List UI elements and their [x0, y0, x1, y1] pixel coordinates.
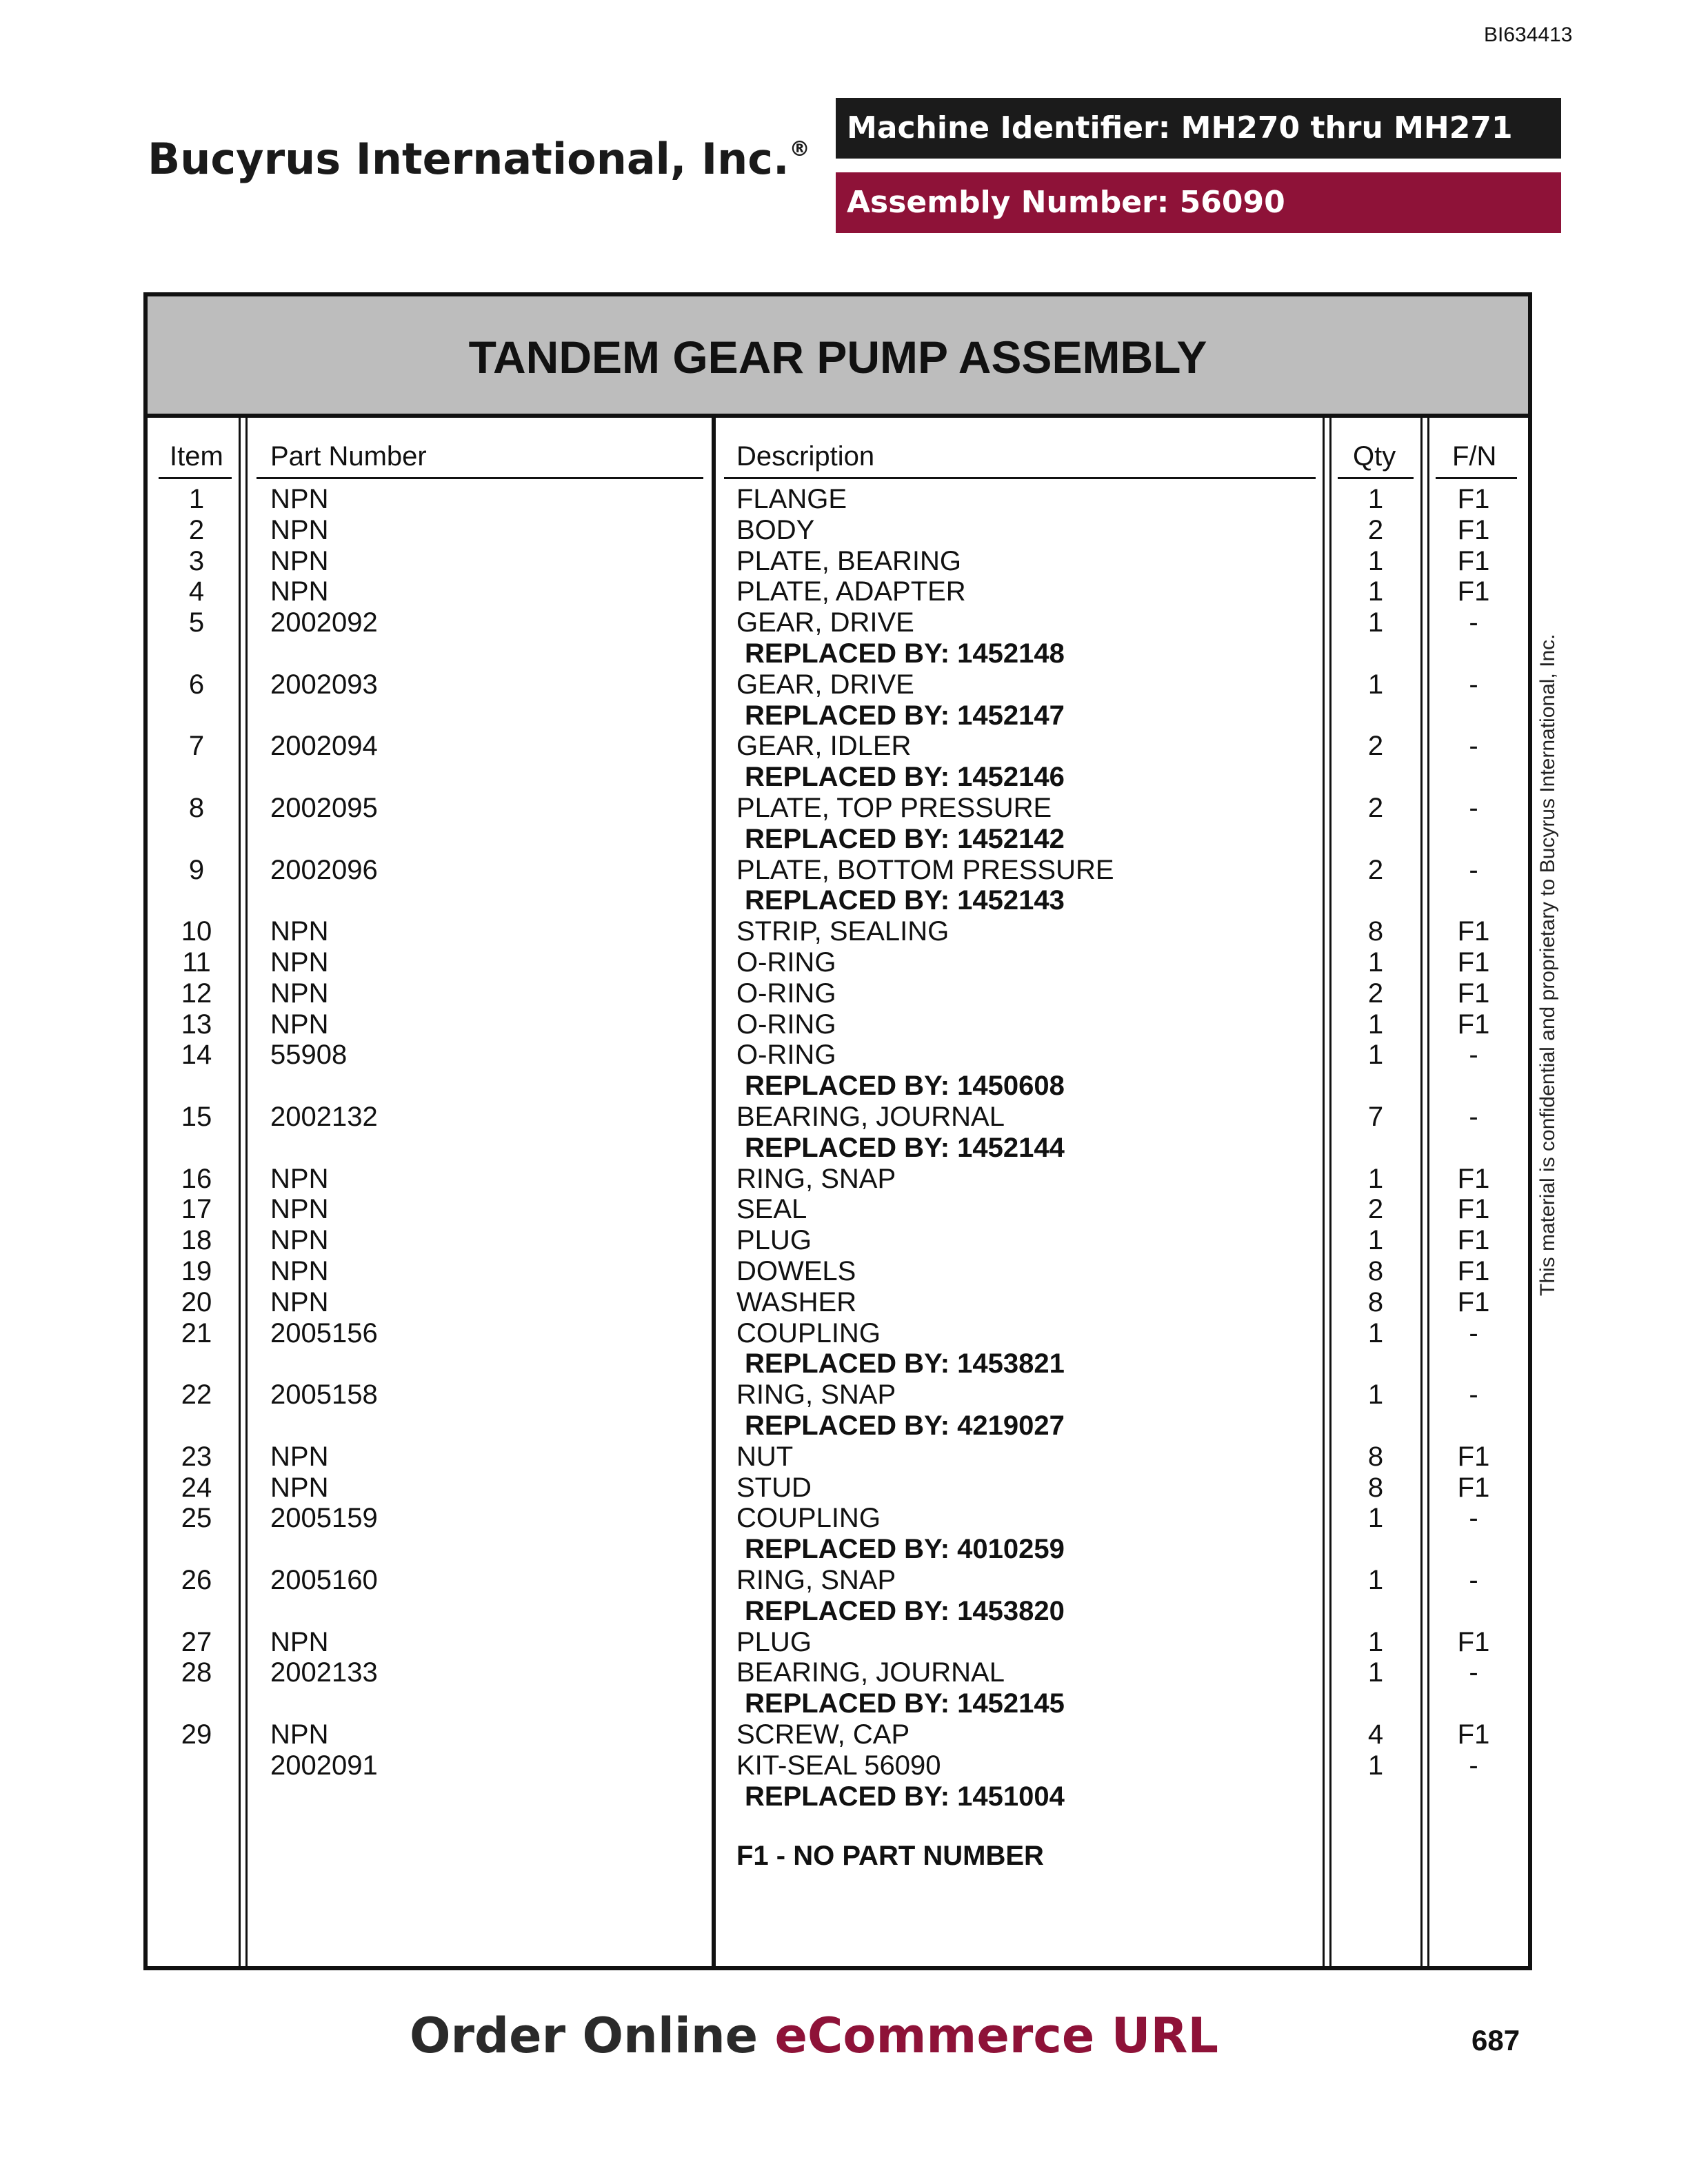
row-part-number: NPN: [270, 1441, 329, 1472]
row-qty: 1: [1367, 1503, 1384, 1534]
row-fn: -: [1469, 1379, 1478, 1410]
assembly-title: TANDEM GEAR PUMP ASSEMBLY: [148, 296, 1528, 418]
row-part-number: NPN: [270, 947, 329, 978]
row-replaced-by: REPLACED BY: 1453820: [745, 1595, 1065, 1626]
row-replaced-by: REPLACED BY: 1450608: [745, 1071, 1065, 1102]
row-description: RING, SNAP: [736, 1163, 896, 1194]
row-qty: 1: [1367, 1040, 1384, 1071]
row-fn: F1: [1457, 484, 1490, 514]
order-online-text: Order Online: [410, 2008, 775, 2064]
row-qty: 8: [1367, 916, 1384, 947]
row-qty: 2: [1367, 978, 1384, 1009]
row-fn: -: [1469, 1750, 1478, 1781]
row-fn: F1: [1457, 1719, 1490, 1750]
header-fn: F/N: [1452, 441, 1497, 472]
row-part-number: 2005156: [270, 1317, 378, 1348]
row-item: 23: [181, 1441, 212, 1472]
row-part-number: 2002132: [270, 1102, 378, 1132]
row-part-number: NPN: [270, 916, 329, 947]
col-divider: [1329, 418, 1332, 1966]
row-description: KIT-SEAL 56090: [736, 1750, 941, 1781]
row-fn: -: [1469, 1565, 1478, 1595]
header-part-number: Part Number: [270, 441, 427, 472]
row-item: 24: [181, 1472, 212, 1503]
col-divider: [1323, 418, 1325, 1966]
row-part-number: NPN: [270, 484, 329, 514]
row-part-number: NPN: [270, 1256, 329, 1286]
row-description: WASHER: [736, 1286, 857, 1317]
header-rule: [159, 477, 232, 479]
row-qty: 8: [1367, 1256, 1384, 1286]
row-part-number: 2005158: [270, 1379, 378, 1410]
row-description: COUPLING: [736, 1317, 881, 1348]
row-fn: F1: [1457, 1256, 1490, 1286]
row-part-number: NPN: [270, 1286, 329, 1317]
row-item: 9: [188, 854, 205, 885]
row-replaced-by: REPLACED BY: 4219027: [745, 1410, 1065, 1441]
row-qty: 7: [1367, 1102, 1384, 1132]
machine-identifier: Machine Identifier: MH270 thru MH271: [836, 98, 1561, 159]
row-description: BEARING, JOURNAL: [736, 1102, 1005, 1132]
row-part-number: NPN: [270, 1719, 329, 1750]
row-description: PLUG: [736, 1626, 812, 1657]
row-item: 7: [188, 731, 205, 762]
row-fn: F1: [1457, 514, 1490, 545]
row-fn: F1: [1457, 545, 1490, 576]
row-description: NUT: [736, 1441, 794, 1472]
row-qty: 1: [1367, 669, 1384, 700]
row-item: 17: [181, 1194, 212, 1225]
row-item: 4: [188, 576, 205, 607]
row-qty: 2: [1367, 731, 1384, 762]
header-rule: [1338, 477, 1414, 479]
row-fn: F1: [1457, 1225, 1490, 1256]
row-qty: 1: [1367, 1163, 1384, 1194]
row-qty: 1: [1367, 484, 1384, 514]
footnote: F1 - NO PART NUMBER: [736, 1841, 1044, 1871]
row-item: 16: [181, 1163, 212, 1194]
row-item: 28: [181, 1657, 212, 1688]
row-qty: 1: [1367, 607, 1384, 638]
row-fn: F1: [1457, 1472, 1490, 1503]
row-description: FLANGE: [736, 484, 847, 514]
row-part-number: 2002133: [270, 1657, 378, 1688]
header-rule: [724, 477, 1316, 479]
header-rule: [257, 477, 703, 479]
row-part-number: 2002096: [270, 854, 378, 885]
row-fn: -: [1469, 1102, 1478, 1132]
row-qty: 8: [1367, 1441, 1384, 1472]
row-description: O-RING: [736, 947, 836, 978]
row-item: 3: [188, 545, 205, 576]
row-description: PLATE, ADAPTER: [736, 576, 966, 607]
row-description: SCREW, CAP: [736, 1719, 910, 1750]
row-description: RING, SNAP: [736, 1379, 896, 1410]
row-fn: -: [1469, 669, 1478, 700]
row-fn: -: [1469, 1317, 1478, 1348]
row-description: PLATE, BEARING: [736, 545, 962, 576]
row-replaced-by: REPLACED BY: 1452144: [745, 1132, 1065, 1163]
row-qty: 2: [1367, 514, 1384, 545]
row-part-number: 2002095: [270, 793, 378, 823]
document-id: BI634413: [1484, 23, 1573, 46]
row-replaced-by: REPLACED BY: 1452147: [745, 700, 1065, 731]
row-qty: 2: [1367, 793, 1384, 823]
row-part-number: NPN: [270, 1009, 329, 1040]
row-part-number: NPN: [270, 1225, 329, 1256]
row-description: COUPLING: [736, 1503, 881, 1534]
row-part-number: NPN: [270, 1194, 329, 1225]
registered-mark: ®: [789, 137, 810, 161]
row-description: O-RING: [736, 1009, 836, 1040]
confidentiality-note: This material is confidential and proprietary to Bucyrus International, Inc.: [1536, 634, 1559, 1296]
row-replaced-by: REPLACED BY: 4010259: [745, 1534, 1065, 1565]
row-part-number: 2002091: [270, 1750, 378, 1781]
row-replaced-by: REPLACED BY: 1452143: [745, 885, 1065, 916]
row-item: 20: [181, 1286, 212, 1317]
row-qty: 1: [1367, 1750, 1384, 1781]
row-part-number: 2002093: [270, 669, 378, 700]
row-part-number: NPN: [270, 978, 329, 1009]
row-part-number: NPN: [270, 545, 329, 576]
row-description: PLATE, TOP PRESSURE: [736, 793, 1052, 823]
row-description: STRIP, SEALING: [736, 916, 950, 947]
row-qty: 1: [1367, 1225, 1384, 1256]
row-part-number: NPN: [270, 1472, 329, 1503]
row-item: 25: [181, 1503, 212, 1534]
row-qty: 1: [1367, 1626, 1384, 1657]
row-qty: 1: [1367, 1317, 1384, 1348]
row-fn: -: [1469, 607, 1478, 638]
header-qty: Qty: [1353, 441, 1396, 472]
row-item: 6: [188, 669, 205, 700]
row-part-number: 2002092: [270, 607, 378, 638]
col-divider: [245, 418, 248, 1966]
row-description: O-RING: [736, 978, 836, 1009]
row-part-number: 2005159: [270, 1503, 378, 1534]
row-fn: -: [1469, 1040, 1478, 1071]
row-fn: F1: [1457, 916, 1490, 947]
row-qty: 2: [1367, 854, 1384, 885]
header-item: Item: [170, 441, 223, 472]
row-qty: 1: [1367, 545, 1384, 576]
row-part-number: 2005160: [270, 1565, 378, 1595]
row-fn: F1: [1457, 1441, 1490, 1472]
row-fn: F1: [1457, 947, 1490, 978]
row-fn: F1: [1457, 978, 1490, 1009]
row-replaced-by: REPLACED BY: 1452148: [745, 638, 1065, 669]
row-fn: -: [1469, 793, 1478, 823]
row-part-number: 55908: [270, 1040, 348, 1071]
row-item: 21: [181, 1317, 212, 1348]
row-qty: 8: [1367, 1286, 1384, 1317]
row-qty: 1: [1367, 1009, 1384, 1040]
row-replaced-by: REPLACED BY: 1453821: [745, 1348, 1065, 1379]
row-item: 26: [181, 1565, 212, 1595]
row-part-number: 2002094: [270, 731, 378, 762]
row-description: PLATE, BOTTOM PRESSURE: [736, 854, 1114, 885]
assembly-number: Assembly Number: 56090: [836, 172, 1561, 233]
company-name-text: Bucyrus International, Inc.: [148, 134, 790, 184]
row-description: O-RING: [736, 1040, 836, 1071]
col-divider: [239, 418, 241, 1966]
row-part-number: NPN: [270, 1626, 329, 1657]
ecommerce-url-link[interactable]: eCommerce URL: [774, 2008, 1219, 2064]
row-item: 13: [181, 1009, 212, 1040]
header-description: Description: [736, 441, 875, 472]
row-item: 11: [182, 947, 211, 978]
row-item: 2: [188, 514, 205, 545]
row-description: BODY: [736, 514, 815, 545]
row-qty: 1: [1367, 1379, 1384, 1410]
row-fn: F1: [1457, 1626, 1490, 1657]
row-qty: 2: [1367, 1194, 1384, 1225]
row-qty: 8: [1367, 1472, 1384, 1503]
row-item: 10: [181, 916, 212, 947]
row-item: 8: [188, 793, 205, 823]
row-description: GEAR, DRIVE: [736, 607, 914, 638]
row-replaced-by: REPLACED BY: 1452146: [745, 762, 1065, 793]
order-online-banner[interactable]: [410, 2008, 1218, 2064]
row-fn: F1: [1457, 1286, 1490, 1317]
row-fn: F1: [1457, 1194, 1490, 1225]
row-description: DOWELS: [736, 1256, 856, 1286]
row-replaced-by: REPLACED BY: 1451004: [745, 1781, 1065, 1812]
row-item: 19: [181, 1256, 212, 1286]
row-description: RING, SNAP: [736, 1565, 896, 1595]
company-name: [148, 134, 810, 184]
row-replaced-by: REPLACED BY: 1452142: [745, 823, 1065, 854]
row-qty: 1: [1367, 576, 1384, 607]
row-part-number: NPN: [270, 1163, 329, 1194]
row-description: STUD: [736, 1472, 812, 1503]
row-fn: F1: [1457, 1163, 1490, 1194]
row-part-number: NPN: [270, 514, 329, 545]
row-qty: 1: [1367, 1657, 1384, 1688]
row-qty: 1: [1367, 947, 1384, 978]
row-item: 14: [181, 1040, 212, 1071]
row-description: BEARING, JOURNAL: [736, 1657, 1005, 1688]
row-fn: F1: [1457, 1009, 1490, 1040]
row-qty: 1: [1367, 1565, 1384, 1595]
row-description: GEAR, IDLER: [736, 731, 912, 762]
row-item: 18: [181, 1225, 212, 1256]
col-divider: [712, 418, 716, 1966]
row-replaced-by: REPLACED BY: 1452145: [745, 1688, 1065, 1719]
row-part-number: NPN: [270, 576, 329, 607]
row-fn: -: [1469, 1657, 1478, 1688]
row-fn: -: [1469, 854, 1478, 885]
page-number: 687: [1471, 2024, 1520, 2056]
row-description: GEAR, DRIVE: [736, 669, 914, 700]
row-description: SEAL: [736, 1194, 807, 1225]
row-item: 27: [181, 1626, 212, 1657]
row-item: 12: [181, 978, 212, 1009]
row-description: PLUG: [736, 1225, 812, 1256]
row-fn: -: [1469, 1503, 1478, 1534]
row-fn: F1: [1457, 576, 1490, 607]
row-item: 29: [181, 1719, 212, 1750]
col-divider: [1420, 418, 1423, 1966]
row-item: 5: [188, 607, 205, 638]
row-item: 15: [181, 1102, 212, 1132]
header-rule: [1436, 477, 1517, 479]
row-fn: -: [1469, 731, 1478, 762]
row-item: 22: [181, 1379, 212, 1410]
row-item: 1: [188, 484, 205, 514]
row-qty: 4: [1367, 1719, 1384, 1750]
